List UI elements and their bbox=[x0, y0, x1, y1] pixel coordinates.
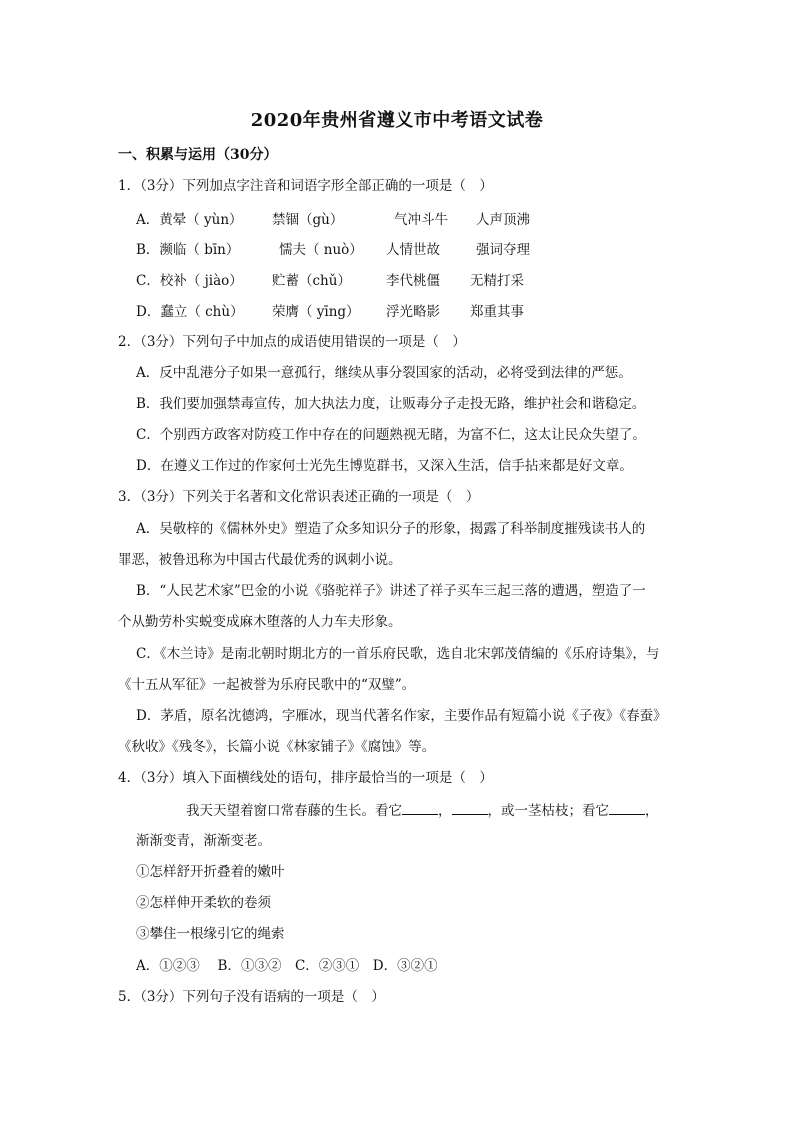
question-3-option-c-line-1: C．《木兰诗》是南北朝时期北方的一首乐府民歌，选自北宋郭茂倩编的《乐府诗集》，与 bbox=[136, 646, 660, 662]
question-2-option-b: B．我们要加强禁毒宣传，加大执法力度，让贩毒分子走投无路，维护社会和谐稳定。 bbox=[136, 396, 646, 412]
option-part: C．校补（ jiào） bbox=[136, 273, 243, 289]
question-4-stem: 4．（3分）填入下面横线处的语句，排序最恰当的一项是（ ） bbox=[118, 770, 493, 786]
question-3-option-b-line-1: B．“人民艺术家”巴金的小说《骆驼祥子》讲述了祥子买车三起三落的遭遇，塑造了一 bbox=[136, 583, 646, 599]
passage-text: ，或一茎枯枝；看它 bbox=[487, 803, 609, 819]
question-3-option-b-line-2: 个从勤劳朴实蜕变成麻木堕落的人力车夫形象。 bbox=[118, 614, 402, 630]
passage-text: 我天天望着窗口常春藤的生长。看它 bbox=[186, 803, 402, 819]
question-3-option-d-line-1: D．茅盾，原名沈德鸿，字雁冰，现当代著名作家，主要作品有短篇小说《子夜》《春蚕》 bbox=[136, 708, 667, 724]
option-part: 荣膺（ yīng） bbox=[272, 304, 360, 320]
question-4-passage-line-1 bbox=[186, 800, 659, 821]
question-2-option-c: C．个别西方政客对防疫工作中存在的问题熟视无睹，为富不仁，这太让民众失望了。 bbox=[136, 427, 646, 443]
option-part: 无精打采 bbox=[470, 273, 524, 289]
option-part: 气冲斗牛 bbox=[394, 212, 448, 228]
question-2-option-d: D．在遵义工作过的作家何士光先生博览群书，又深入生活，信手拈来都是好文章。 bbox=[136, 458, 633, 474]
option-part: 人情世故 bbox=[386, 242, 440, 258]
option-part: 郑重其事 bbox=[470, 304, 524, 320]
question-5-stem: 5．（3分）下列句子没有语病的一项是（ ） bbox=[118, 989, 385, 1005]
question-1-stem: 1．（3分）下列加点字注音和词语字形全部正确的一项是（ ） bbox=[118, 178, 493, 194]
question-3-option-a-line-2: 罪恶，被鲁迅称为中国古代最优秀的讽刺小说。 bbox=[118, 552, 402, 568]
answer-blank bbox=[452, 800, 488, 815]
option-part: 李代桃僵 bbox=[386, 273, 440, 289]
question-4-item-2: ②怎样伸开柔软的卷须 bbox=[136, 895, 271, 911]
question-4-item-1: ①怎样舒开折叠着的嫩叶 bbox=[136, 864, 285, 880]
question-2-option-a: A．反中乱港分子如果一意孤行，继续从事分裂国家的活动，必将受到法律的严惩。 bbox=[136, 365, 632, 381]
answer-blank bbox=[402, 800, 438, 815]
question-3-option-a-line-1: A．吴敬梓的《儒林外史》塑造了众多知识分子的形象，揭露了科举制度摧残读书人的 bbox=[136, 521, 646, 537]
option-part: D．蠢立（ chù） bbox=[136, 304, 244, 320]
option-part: 浮光略影 bbox=[386, 304, 440, 320]
passage-text: ， bbox=[645, 803, 659, 819]
passage-text: ， bbox=[438, 803, 452, 819]
question-3-option-c-line-2: 《十五从军征》一起被誉为乐府民歌中的“双璧”。 bbox=[118, 677, 416, 693]
question-3-stem: 3．（3分）下列关于名著和文化常识表述正确的一项是（ ） bbox=[118, 489, 480, 505]
section-heading: 一、积累与运用（30分） bbox=[118, 147, 278, 163]
option-part: 贮蓄（chǔ） bbox=[272, 273, 351, 289]
question-4-passage-line-2: 渐渐变青，渐渐变老。 bbox=[136, 833, 271, 849]
option-part: 懦夫（ nuò） bbox=[279, 242, 363, 258]
question-3-option-d-line-2: 《秋收》《残冬》，长篇小说《林家铺子》《腐蚀》等。 bbox=[118, 739, 436, 755]
question-4-item-3: ③攀住一根缘引它的绳索 bbox=[136, 926, 285, 942]
question-2-stem: 2．（3分）下列句子中加点的成语使用错误的一项是（ ） bbox=[118, 334, 466, 350]
option-part: 强词夺理 bbox=[476, 242, 530, 258]
option-part: 人声顶沸 bbox=[476, 212, 530, 228]
question-4-options: A．①②③ B．①③② C．②③① D．③②① bbox=[136, 958, 438, 974]
option-part: 禁锢（gù） bbox=[272, 212, 344, 228]
answer-blank bbox=[609, 800, 645, 815]
page-title: 2020年贵州省遵义市中考语文试卷 bbox=[250, 110, 544, 131]
option-part: B．濒临（ bīn） bbox=[136, 242, 240, 258]
option-part: A．黄晕（ yùn） bbox=[136, 212, 243, 228]
